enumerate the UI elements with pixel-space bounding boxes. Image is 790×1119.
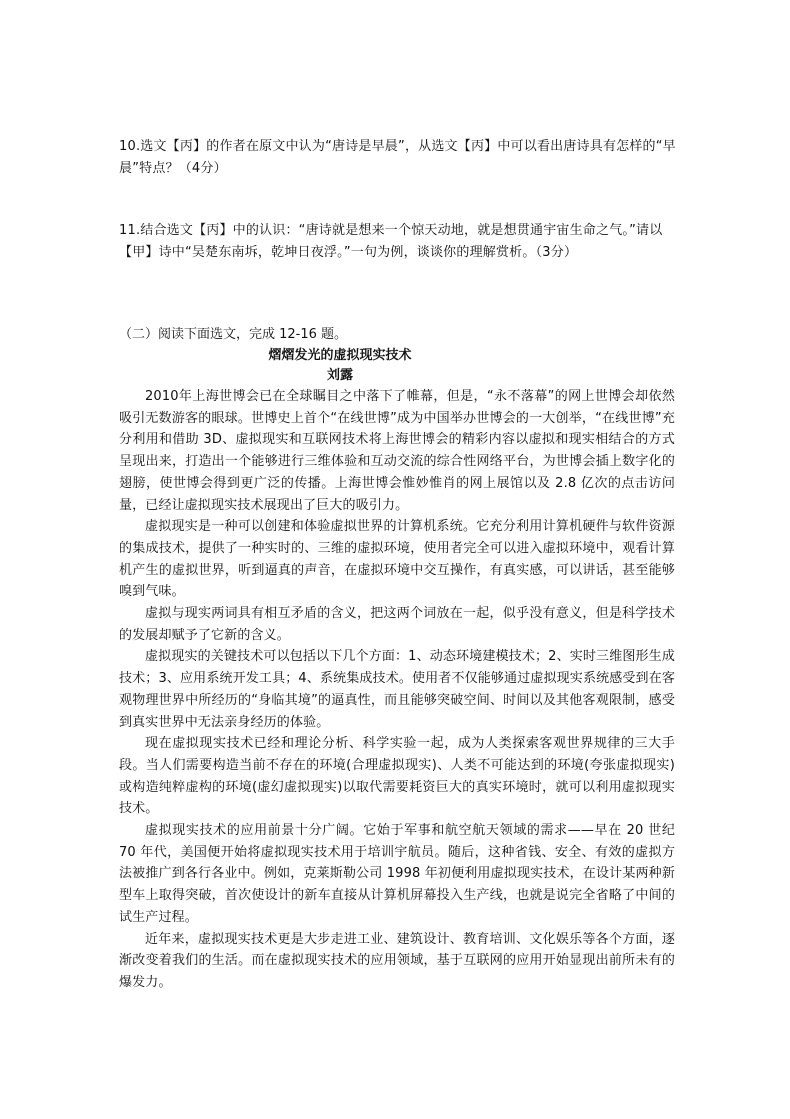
section-intro: （二）阅读下面选文，完成 12-16 题。	[119, 327, 348, 342]
question-11: 11.结合选文【丙】中的认识：“唐诗就是想来一个惊天动地，就是想贯通宇宙生命之气。”请以【甲】诗中“吴楚东南坼，乾坤日夜浮。”一句为例，谈谈你的理解赏析。（3分）	[119, 223, 663, 260]
paragraph-1: 2010年上海世博会已在全球瞩目之中落下了帷幕，但是，“永不落幕”的网上世博会却依然吸引无数游客的眼球。世博史上首个“在线世博”成为中国举办世博会的一大创举，“在线世博”充分利用和借助 3D、虚拟现实和互联网技术将上海世博会的精彩内容以虚拟和现实相结合的方式呈现出来，打造出一个能够进行三维体验和互动交流的综合性网络平台，为世博会插上数字化的翅膀，使世博会得到更广泛的传播。上海世博会惟妙惟肖的网上展馆以及 2.8 亿次的点击访问量，已经让虚拟现实技术展现出了巨大的吸引力。	[119, 389, 675, 513]
question-10: 10.选文【丙】的作者在原文中认为“唐诗是早晨”，从选文【丙】中可以看出唐诗具有怎样的“早晨”特点？（4分）	[119, 139, 676, 176]
paragraph-3: 虚拟与现实两词具有相互矛盾的含义，把这两个词放在一起，似乎没有意义，但是科学技术的发展却赋予了它新的含义。	[119, 606, 675, 643]
paragraph-6: 虚拟现实技术的应用前景十分广阔。它始于军事和航空航天领域的需求——早在 20 世纪 70 年代，美国便开始将虚拟现实技术用于培训宇航员。随后，这种省钱、安全、有效的虚拟方法被推广到各行各业中。例如，克莱斯勒公司 1998 年初便利用虚拟现实技术，在设计某两种新型车上取得突破，首次使设计的新车直接从计算机屏幕投入生产线，也就是说完全省略了中间的试生产过程。	[119, 823, 675, 925]
paragraph-2: 虚拟现实是一种可以创建和体验虚拟世界的计算机系统。它充分利用计算机硬件与软件资源的集成技术，提供了一种实时的、三维的虚拟环境，使用者完全可以进入虚拟环境中，观看计算机产生的虚拟世界，听到逼真的声音，在虚拟环境中交互操作，有真实感，可以讲话，甚至能够嗅到气味。	[119, 519, 675, 600]
article-title: 熠熠发光的虚拟现实技术	[268, 348, 412, 363]
paragraph-5: 现在虚拟现实技术已经和理论分析、科学实验一起，成为人类探索客观世界规律的三大手段。当人们需要构造当前不存在的环境(合理虚拟现实)、人类不可能达到的环境(夸张虚拟现实)或构造纯粹虚构的环境(虚幻虚拟现实)以取代需要耗资巨大的真实环境时，就可以利用虚拟现实技术。	[119, 736, 675, 817]
paragraph-7: 近年来，虚拟现实技术更是大步走进工业、建筑设计、教育培训、文化娱乐等各个方面，逐渐改变着我们的生活。而在虚拟现实技术的应用领域，基于互联网的应用开始显现出前所未有的爆发力。	[119, 931, 675, 990]
article-body	[119, 386, 675, 994]
article-author: 刘露	[326, 368, 353, 383]
paragraph-4: 虚拟现实的关键技术可以包括以下几个方面：1、动态环境建模技术；2、实时三维图形生成技术；3、应用系统开发工具；4、系统集成技术。使用者不仅能够通过虚拟现实系统感受到在客观物理世界中所经历的“身临其境”的逼真性，而且能够突破空间、时间以及其他客观限制，感受到真实世界中无法亲身经历的体验。	[119, 649, 675, 730]
